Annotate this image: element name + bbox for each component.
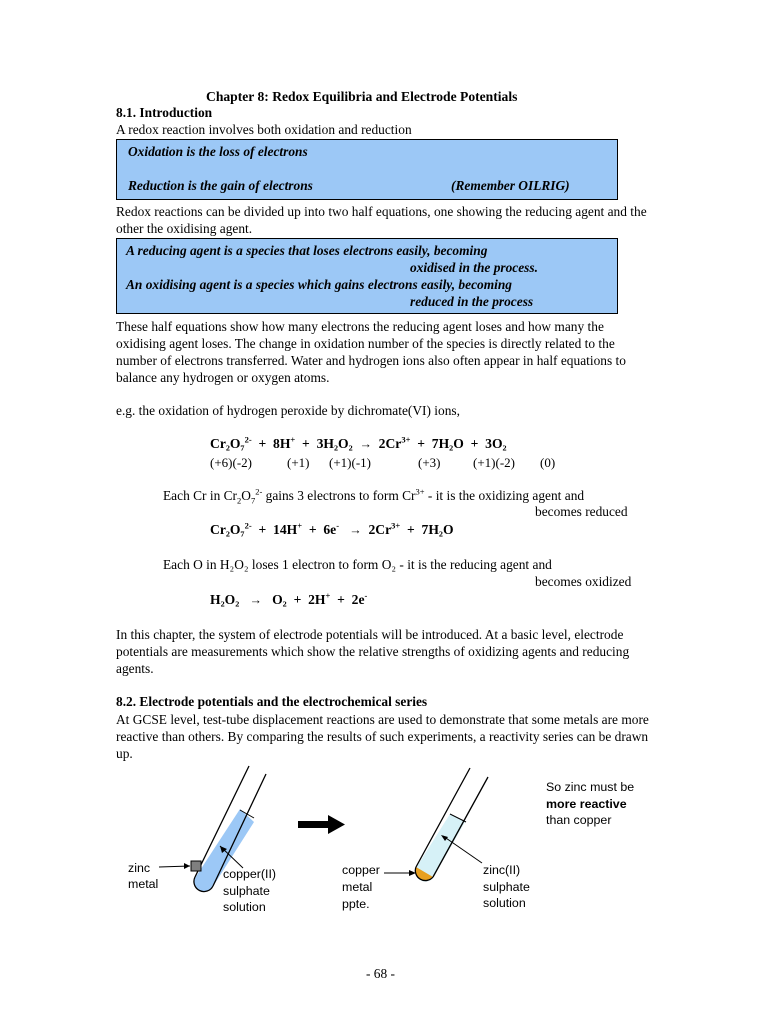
charge: 2- bbox=[244, 520, 252, 531]
water: 7H₂O bbox=[421, 522, 454, 537]
charge: + bbox=[290, 434, 296, 445]
reducing-agent-def-1: A reducing agent is a species that loses electrons easily, becoming bbox=[126, 243, 488, 258]
main-equation bbox=[210, 436, 507, 452]
hydrogen-peroxide: 3H₂O₂ bbox=[316, 436, 353, 451]
oxygen-statement: Each O in H₂O₂ loses 1 electron to form O₂ - it is the reducing agent and bbox=[163, 557, 552, 572]
page-number: - 68 - bbox=[366, 966, 396, 981]
oxidation-definition: Oxidation is the loss of electrons bbox=[128, 144, 308, 159]
text: gains 3 electrons to form Cr bbox=[262, 488, 416, 503]
hydrogen-ion: 2H bbox=[308, 592, 326, 607]
intro-text: A redox reaction involves both oxidation and reduction bbox=[116, 122, 412, 137]
label-line: zinc(II) bbox=[483, 863, 521, 877]
plus: + bbox=[302, 436, 310, 451]
oilrig-box bbox=[116, 139, 618, 200]
charge: - bbox=[364, 590, 368, 601]
subscript: 7 bbox=[250, 495, 256, 506]
charge: 3+ bbox=[401, 434, 411, 445]
superscript: 3+ bbox=[415, 486, 425, 497]
electrons: 2e bbox=[351, 592, 365, 607]
hydrogen-peroxide: H₂O₂ bbox=[210, 592, 240, 607]
text: O bbox=[241, 488, 251, 503]
text: - it is the oxidizing agent and bbox=[424, 488, 585, 503]
chromium-ion: 2Cr bbox=[378, 436, 402, 451]
zinc-piece bbox=[191, 861, 201, 871]
charge: + bbox=[325, 590, 331, 601]
hydrogen-ion: 14H bbox=[273, 522, 298, 537]
charge: - bbox=[336, 520, 340, 531]
hydrogen-ion: 8H bbox=[273, 436, 291, 451]
ox-peroxide: (+1)(-1) bbox=[329, 455, 371, 470]
oxidising-agent-def-1: An oxidising agent is a species which gains electrons easily, becoming bbox=[126, 277, 512, 292]
charge: 3+ bbox=[391, 520, 401, 531]
reducing-agent-def-2: oxidised in the process. bbox=[410, 260, 538, 275]
oxidation-half-equation bbox=[210, 592, 367, 608]
plus: + bbox=[417, 436, 425, 451]
label-line: metal bbox=[128, 877, 159, 891]
ox-chromium: (+3) bbox=[418, 455, 441, 470]
conclusion-text bbox=[546, 779, 634, 829]
ox-dichromate: (+6)(-2) bbox=[210, 455, 252, 470]
zinc-sulphate-label bbox=[483, 862, 530, 912]
label-line: metal bbox=[342, 880, 373, 894]
dichromate: Cr₂O₇ bbox=[210, 522, 245, 537]
oxygen: 3O₂ bbox=[485, 436, 507, 451]
becomes-oxidized: becomes oxidized bbox=[535, 574, 632, 589]
arrow-icon: → bbox=[359, 437, 372, 451]
section-8-2-heading: 8.2. Electrode potentials and the electrochemical series bbox=[116, 694, 428, 709]
chromium-statement bbox=[163, 488, 584, 504]
ox-oxygen: (0) bbox=[540, 455, 556, 470]
ox-hydrogen: (+1) bbox=[287, 455, 310, 470]
plus: + bbox=[407, 522, 415, 537]
test-tube-2 bbox=[415, 768, 488, 882]
label-line: sulphate bbox=[483, 879, 530, 894]
text: Each Cr in Cr bbox=[163, 488, 238, 503]
water: 7H₂O bbox=[431, 436, 464, 451]
agents-definition-box bbox=[116, 238, 618, 314]
zinc-metal-label bbox=[128, 860, 158, 892]
oxygen: O₂ bbox=[272, 592, 287, 607]
reduction-definition: Reduction is the gain of electrons bbox=[128, 178, 313, 193]
subscript: 2 bbox=[237, 495, 242, 506]
label-line: solution bbox=[483, 896, 526, 910]
chapter-title: Chapter 8: Redox Equilibria and Electrode Potentials bbox=[206, 89, 518, 104]
displacement-diagram bbox=[0, 760, 768, 990]
label-line: solution bbox=[223, 900, 266, 914]
reduction-half-equation bbox=[210, 522, 454, 538]
charge: + bbox=[297, 520, 303, 531]
arrow-icon: → bbox=[349, 523, 362, 537]
label-line: zinc bbox=[128, 861, 151, 875]
oilrig-reminder: (Remember OILRIG) bbox=[451, 178, 570, 193]
label-line: copper bbox=[342, 863, 380, 877]
label-line: So zinc must be bbox=[546, 780, 635, 794]
reaction-arrow-icon bbox=[298, 815, 345, 834]
oxidising-agent-def-2: reduced in the process bbox=[410, 294, 534, 309]
plus: + bbox=[293, 592, 302, 607]
copper-sulphate-label bbox=[223, 866, 276, 916]
dichromate: Cr₂O₇ bbox=[210, 436, 245, 451]
ox-water: (+1)(-2) bbox=[473, 455, 515, 470]
section-8-1-heading: 8.1. Introduction bbox=[116, 105, 213, 120]
charge: 2- bbox=[244, 434, 252, 445]
label-line: more reactive bbox=[546, 796, 627, 811]
gcse-paragraph: At GCSE level, test-tube displacement reactions are used to demonstrate that some metals are more reactive than others. By comparing the results of such experiments, a reactivity series can be drawn up. bbox=[116, 712, 649, 761]
plus: + bbox=[470, 436, 479, 451]
copper-ppte-label bbox=[342, 862, 380, 913]
label-line: than copper bbox=[546, 813, 612, 827]
becomes-reduced: becomes reduced bbox=[535, 504, 628, 519]
plus: + bbox=[337, 592, 345, 607]
chapter-overview-paragraph: In this chapter, the system of electrode potentials will be introduced. At a basic level, electrode potentials are measurements which show the relative strengths of oxidizing agents and reducing agents. bbox=[116, 627, 630, 676]
label-line: copper(II) bbox=[223, 867, 277, 881]
plus: + bbox=[308, 522, 317, 537]
plus: + bbox=[258, 522, 267, 537]
half-equations-paragraph: Redox reactions can be divided up into two half equations, one showing the reducing agent and the other the oxidising agent. bbox=[116, 204, 647, 236]
example-intro: e.g. the oxidation of hydrogen peroxide by dichromate(VI) ions, bbox=[116, 403, 460, 418]
half-equations-detail-paragraph: These half equations show how many electrons the reducing agent loses and how many the oxidising agent loses. The change in oxidation number of the species is directly related to the number of electrons transferred. Water and hydrogen ions also often appear in half equations to balance any hydrogen or oxygen atoms. bbox=[116, 319, 626, 385]
label-line: ppte. bbox=[342, 897, 370, 911]
label-line: sulphate bbox=[223, 883, 270, 898]
superscript: 2- bbox=[255, 486, 263, 497]
electrons: 6e bbox=[323, 522, 337, 537]
chromium-ion: 2Cr bbox=[368, 522, 392, 537]
arrow-icon: → bbox=[249, 593, 262, 607]
plus: + bbox=[258, 436, 267, 451]
